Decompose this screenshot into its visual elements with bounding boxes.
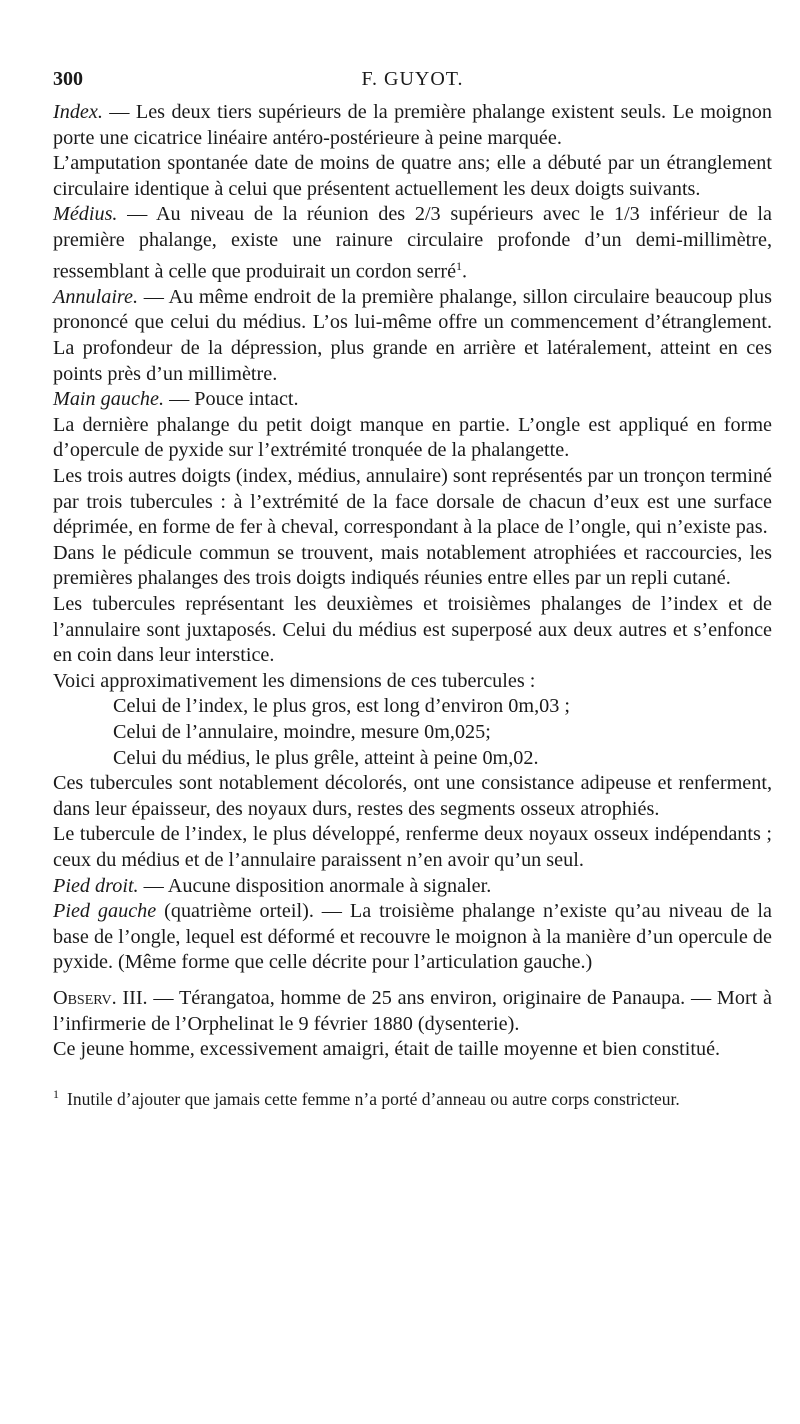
paragraph-text: Ce jeune homme, excessivement amaigri, était de taille moyenne et bien constitué. — [53, 1038, 721, 1061]
paragraph-text: L’amputation spontanée date de moins de quatre ans; elle a débuté par un étranglement circulaire identique à celui que présentent actuellement les deux doigts suivants. — [53, 152, 772, 200]
paragraph-pied-droit — [53, 874, 772, 900]
observation-label: Observ. III. — [53, 986, 148, 1009]
paragraph-text: Le tubercule de l’index, le plus développé, renferme deux noyaux osseux indépendants ; ceux du médius et de l’annulaire paraissent n’en avoir qu’un seul. — [53, 823, 772, 871]
observation-text: — Térangatoa, homme de 25 ans environ, originaire de Panaupa. — Mort à l’infirmerie de l’Orphelinat le 9 février 1880 (dysenterie). — [53, 986, 773, 1035]
paragraph-text: Les tubercules représentant les deuxièmes et troisièmes phalanges de l’index et de l’annulaire sont juxtaposés. Celui du médius est superposé aux deux autres et s’enfonce en coin dans leur interstice. — [53, 593, 772, 667]
running-title: F. GUYOT. — [361, 68, 464, 90]
paragraph-text: Voici approximativement les dimensions de ces tubercules : — [53, 669, 536, 692]
paragraph-text: — Pouce intact. — [164, 388, 299, 411]
running-header — [53, 68, 772, 98]
paragraph — [53, 464, 772, 541]
paragraph-text: La dernière phalange du petit doigt manque en partie. L’ongle est appliqué en forme d’opercule de pyxide sur l’extrémité tronquée de la phalangette. — [53, 413, 772, 462]
paragraph — [53, 1037, 772, 1063]
paragraph — [53, 669, 772, 695]
paragraph-text: (quatrième orteil). — La troisième phalange n’existe qu’au niveau de la base de l’ongle, lequel est déformé et recouvre le moignon à la manière d’un opercule de pyxide. (Même forme que celle décrite pour l’articulation gauche.) — [53, 900, 772, 974]
paragraph — [53, 592, 772, 669]
paragraph-text: — Aucune disposition anormale à signaler. — [138, 874, 492, 897]
footnote-text: Inutile d’ajouter que jamais cette femme n’a porté d’anneau ou autre corps constricteur. — [67, 1088, 680, 1109]
paragraph-main-gauche — [53, 387, 772, 413]
paragraph-medius: Médius. — Au niveau de la réunion des 2/3 supérieurs avec le 1/3 inférieur de la première phalange, existe une rainure circulaire profonde d’un demi-millimètre, ressemblant à celle que produirait un cordon serré$^1$. — [53, 203, 772, 283]
paragraph-text: Dans le pédicule commun se trouvent, mais notablement atrophiées et raccourcies, les premières phalanges des trois doigts indiqués réunies entre elles par un repli cutané. — [53, 541, 772, 590]
paragraph-pied-gauche — [53, 899, 772, 976]
paragraph — [53, 413, 772, 464]
paragraph-annulaire — [53, 285, 772, 387]
dimension-line: Celui de l’annulaire, moindre, mesure 0m,025; — [113, 720, 491, 743]
body-text — [53, 100, 772, 1110]
paragraph-text: — Au niveau de la réunion des 2/3 supérieurs avec le 1/3 inférieur de la première phalange, existe une rainure circulaire profonde d’un demi-millimètre, ressemblant à celle que produirait un cordon serré — [53, 203, 772, 283]
paragraph-text: Ces tubercules sont notablement décolorés, ont une consistance adipeuse et renferment, dans leur épaisseur, des noyaux durs, restes des segments osseux atrophiés. — [53, 772, 772, 820]
paragraph-lead: Main gauche. — [53, 388, 165, 411]
paragraph — [53, 151, 772, 202]
paragraph-lead: Annulaire. — [53, 285, 139, 308]
paragraph-index — [53, 100, 772, 151]
footnote — [53, 1083, 772, 1110]
paragraph — [53, 541, 772, 592]
paragraph-text: Les trois autres doigts (index, médius, annulaire) sont représentés par un tronçon terminé par trois tubercules : à l’extrémité de la face dorsale de chacun d’eux est une surface déprimée, en forme de fer à cheval, correspondant à la place de l’ongle, qui n’existe pas. — [53, 465, 772, 539]
dimension-line: Celui du médius, le plus grêle, atteint à peine 0m,02. — [113, 746, 539, 769]
paragraph — [53, 771, 772, 822]
paragraph-lead: Médius. — [53, 203, 118, 226]
paragraph — [53, 822, 772, 873]
paragraph-lead: Pied droit. — [53, 874, 139, 897]
dimension-line: Celui de l’index, le plus gros, est long d’environ 0m,03 ; — [113, 695, 570, 718]
footnote-reference: 1 — [456, 258, 463, 273]
paragraph-lead: Index. — [53, 101, 103, 123]
page-number: 300 — [53, 68, 83, 90]
footnote-mark: 1 — [53, 1086, 59, 1101]
paragraph-text: — Au même endroit de la première phalange, sillon circulaire beaucoup plus prononcé que celui du médius. L’os lui-même offre un commencement d’étranglement. La profondeur de la dépression, plus grande en arrière et latéralement, atteint en ces points près d’un millimètre. — [53, 285, 772, 385]
paragraph-lead: Pied gauche — [53, 900, 157, 923]
observation-heading — [53, 986, 772, 1037]
paragraph-text: — Les deux tiers supérieurs de la première phalange existent seuls. Le moignon porte une cicatrice linéaire antéro-postérieure à peine marquée. — [53, 101, 772, 149]
